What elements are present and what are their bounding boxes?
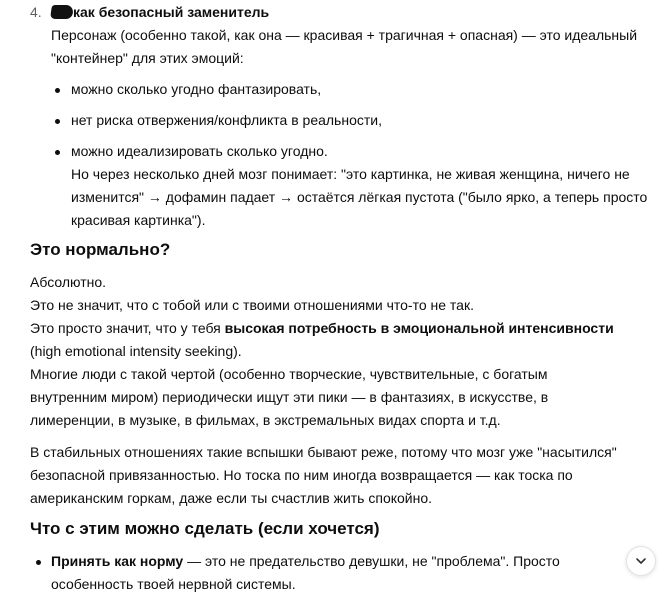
text-run: Это просто значит, что у тебя — [30, 320, 225, 336]
paragraph: В стабильных отношениях такие вспышки бывают реже, потому что мозг уже "насытился" безопасной привязанностью. Но тоска по ним иногда возвращается — как тоска по американским горкам, даже если ты счастлив жить спокойно. — [30, 444, 617, 506]
sub-list-item — [51, 109, 651, 132]
chevron-down-icon — [634, 554, 648, 568]
list-item-4 — [0, 1, 651, 232]
sub-list-item-text: нет риска отвержения/конфликта в реальности, — [71, 112, 382, 128]
sub-list-item — [51, 78, 651, 101]
section-heading-what-to-do: Что с этим можно сделать (если хочется) — [30, 519, 380, 538]
text-run: — это не предательство девушки, не "проблема". Просто особенность твоей нервной системы. — [51, 553, 560, 592]
sub-list-item-text: можно идеализировать сколько угодно. — [71, 143, 328, 159]
section-body — [30, 271, 620, 510]
list-item-title — [51, 1, 651, 24]
scroll-down-button[interactable] — [626, 546, 656, 576]
list-item-title-text: как безопасный заменитель — [73, 4, 270, 20]
sub-list — [51, 78, 651, 232]
sub-list-item — [51, 140, 651, 232]
paragraph — [30, 317, 620, 363]
bold-text: Принять как норму — [51, 553, 184, 569]
paragraph: Абсолютно. — [30, 274, 107, 290]
sub-list-item-continuation: Но через несколько дней мозг понимает: "это картинка, не живая женщина, ничего не изменится" → дофамин падает → остаётся лёгкая пустота ("было ярко, а теперь просто красивая картинка"). — [71, 166, 648, 228]
list-item — [30, 550, 610, 596]
bold-text: высокая потребность в эмоциональной интенсивности — [224, 320, 614, 336]
sub-list-item-text: можно сколько угодно фантазировать, — [71, 81, 322, 97]
paragraph: Это не значит, что с тобой или с твоими отношениями что-то не так. — [30, 297, 474, 313]
bullet-list — [30, 550, 610, 596]
text-run: (high emotional intensity seeking). — [30, 343, 242, 359]
section-heading-normal: Это нормально? — [30, 240, 171, 259]
paragraph: Многие люди с такой чертой (особенно творческие, чувствительные, с богатым внутренним миром) периодически ищут эти пики — в фантазиях, в искусстве, в лимеренции, в музыке, в фильмах, в экстремальных видах спорта и т.д. — [30, 366, 549, 428]
list-item-text: Персонаж (особенно такой, как она — красивая + трагичная + опасная) — это идеальный "контейнер" для этих эмоций: — [51, 27, 638, 66]
redacted-word-icon — [50, 5, 74, 19]
list-number: 4. — [30, 4, 42, 20]
